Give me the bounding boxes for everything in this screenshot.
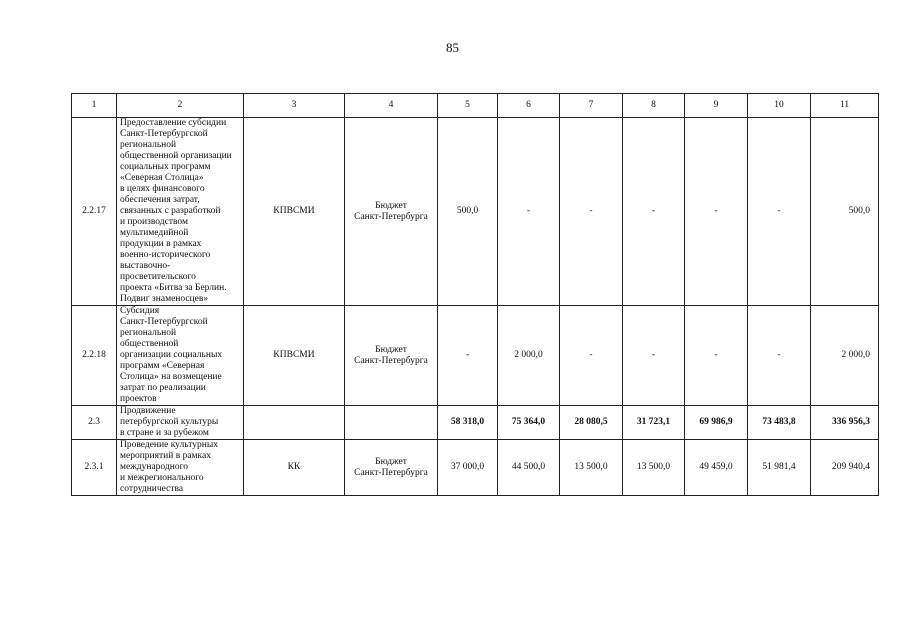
row-executor: КПВСМИ [244,306,345,406]
page-number: 85 [446,40,459,55]
row-value-col6: 75 364,0 [498,406,560,440]
table-header-row [72,94,879,118]
row-value-col5: 37 000,0 [438,440,498,496]
row-code: 2.3 [72,406,117,440]
row-code: 2.2.18 [72,306,117,406]
row-value-col8: - [623,118,685,306]
table-row [72,406,879,440]
column-number-4: 4 [345,94,438,118]
row-name-line: проекта «Битва за Берлин. [120,283,227,293]
row-name-line: Санкт-Петербургской [120,317,208,327]
row-name-line: просветительского [120,272,196,282]
row-value-col6: 2 000,0 [498,306,560,406]
row-name-line: региональной [120,328,177,338]
funding-source-line: Санкт-Петербурга [354,211,428,222]
column-number-8: 8 [623,94,685,118]
row-name-line: проектов [120,394,157,404]
row-name-line: связанных с разработкой [120,206,221,216]
row-value-col8: 13 500,0 [623,440,685,496]
row-code: 2.2.17 [72,118,117,306]
row-name-line: мероприятий в рамках [120,451,211,461]
row-value-col11-total: 2 000,0 [811,306,879,406]
row-name-line: военно-исторического [120,250,211,260]
funding-source-line: Санкт-Петербурга [354,355,428,366]
row-value-col7: 13 500,0 [560,440,623,496]
row-name-line: программ «Северная [120,361,205,371]
row-executor [244,406,345,440]
row-value-col7: 28 080,5 [560,406,623,440]
row-value-col9: 69 986,9 [685,406,748,440]
column-number-5: 5 [438,94,498,118]
row-name-line: международного [120,462,188,472]
column-number-7: 7 [560,94,623,118]
column-number-9: 9 [685,94,748,118]
row-name-line: общественной организации [120,151,232,161]
row-name-line: организации социальных [120,350,223,360]
row-name-line: сотрудничества [120,484,184,494]
row-executor: КК [244,440,345,496]
row-value-col8: - [623,306,685,406]
row-name [117,440,244,496]
row-value-col6: - [498,118,560,306]
row-value-col5: 58 318,0 [438,406,498,440]
row-name-line: социальных программ [120,162,211,172]
row-name-line: продукции в рамках [120,239,202,249]
funding-source-line: Бюджет [375,200,407,211]
row-value-col5: - [438,306,498,406]
row-name-line: выставочно- [120,261,171,271]
row-funding-source [345,406,438,440]
row-value-col7: - [560,118,623,306]
row-value-col6: 44 500,0 [498,440,560,496]
row-value-col10: - [748,306,811,406]
row-value-col5: 500,0 [438,118,498,306]
row-funding-source [345,118,438,306]
row-value-col9: 49 459,0 [685,440,748,496]
funding-source-line: Бюджет [375,456,407,467]
row-executor: КПВСМИ [244,118,345,306]
row-name-line: Предоставление субсидии [120,118,227,128]
row-name-line: петербургской культуры [120,417,219,427]
table-row [72,118,879,306]
table-row [72,440,879,496]
row-name-line: и производством [120,217,188,227]
row-name-line: Субсидия [120,306,160,316]
row-code: 2.3.1 [72,440,117,496]
row-name [117,118,244,306]
row-name-line: и межрегионального [120,473,204,483]
row-name-line: обеспечения затрат, [120,195,200,205]
row-value-col11-total: 209 940,4 [811,440,879,496]
column-number-11: 11 [811,94,879,118]
row-name-line: Санкт-Петербургской [120,129,208,139]
row-name-line: «Северная Столица» [120,173,204,183]
row-value-col8: 31 723,1 [623,406,685,440]
row-funding-source [345,440,438,496]
row-name-line: Проведение культурных [120,440,218,450]
row-name-line: общественной [120,339,179,349]
row-name-line: Столица» на возмещение [120,372,222,382]
table-row [72,306,879,406]
row-value-col11-total: 500,0 [811,118,879,306]
row-funding-source [345,306,438,406]
row-name-line: Подвиг знаменосцев» [120,294,209,304]
budget-table [71,93,879,496]
funding-source-line: Бюджет [375,344,407,355]
row-name [117,306,244,406]
row-value-col11-total: 336 956,3 [811,406,879,440]
row-name-line: затрат по реализации [120,383,206,393]
column-number-6: 6 [498,94,560,118]
row-value-col7: - [560,306,623,406]
row-name-line: Продвижение [120,406,176,416]
row-name-line: в стране и за рубежом [120,428,209,438]
row-value-col10: 73 483,8 [748,406,811,440]
funding-source-line: Санкт-Петербурга [354,467,428,478]
row-name-line: мультимедийной [120,228,189,238]
row-name [117,406,244,440]
row-value-col9: - [685,306,748,406]
row-name-line: региональной [120,140,177,150]
column-number-2: 2 [117,94,244,118]
column-number-3: 3 [244,94,345,118]
row-value-col9: - [685,118,748,306]
row-name-line: в целях финансового [120,184,205,194]
row-value-col10: - [748,118,811,306]
column-number-10: 10 [748,94,811,118]
column-number-1: 1 [72,94,117,118]
row-value-col10: 51 981,4 [748,440,811,496]
